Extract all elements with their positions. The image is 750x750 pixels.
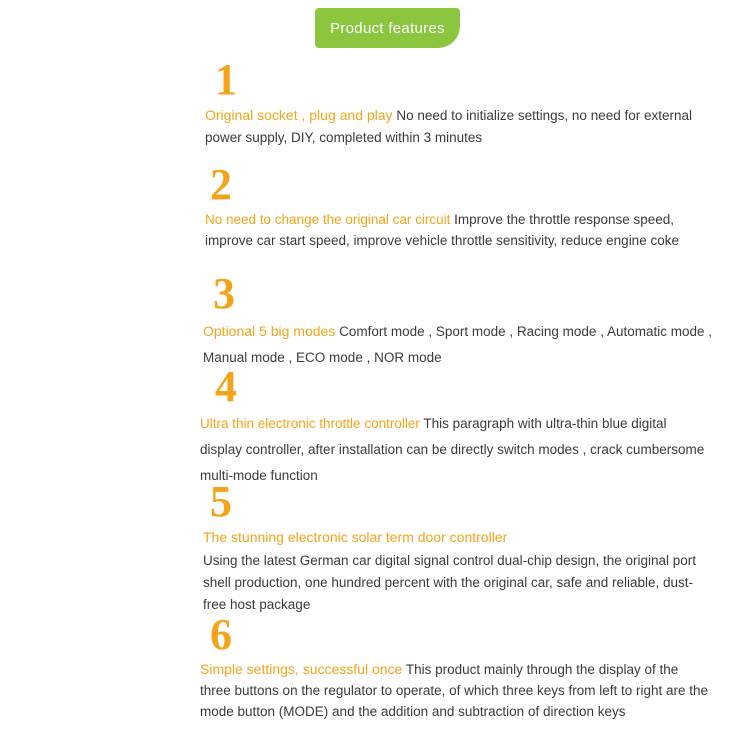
feature-heading-6: Simple settings, successful once [200,661,403,677]
feature-body-2 [205,209,705,251]
feature-body-3 [203,318,713,371]
banner-title: Product features [330,19,445,37]
feature-item-4 [120,362,740,489]
feature-number-6: 6 [210,610,231,659]
feature-number-3: 3 [213,269,234,318]
feature-number-5: 5 [210,477,231,526]
feature-heading-3: Optional 5 big modes [203,323,336,339]
feature-body-4 [200,411,710,489]
feature-number-2: 2 [210,160,231,209]
feature-item-5 [120,477,740,616]
feature-item-1 [120,55,740,149]
feature-text-6: This product mainly through the display of the three buttons on the regulator to operate, of which three keys from left to right are the mode button (MODE) and the addition and subtraction of direction keys [200,662,709,719]
feature-heading-1: Original socket , plug and play [205,107,393,123]
feature-heading-2: No need to change the original car circuit [205,212,451,227]
feature-text-5: Using the latest German car digital signal control dual-chip design, the original port shell production, one hundred percent with the original car, safe and reliable, dust-free host package [203,553,697,612]
feature-text-2: Improve the throttle response speed, improve car start speed, improve vehicle throttle sensitivity, reduce engine coke [205,212,679,248]
feature-item-6 [120,610,740,722]
feature-number-4: 4 [215,362,236,411]
feature-item-3 [120,269,740,371]
feature-body-6 [200,659,710,722]
feature-body-5 [203,526,703,616]
product-features-banner [315,8,460,48]
feature-heading-4: Ultra thin electronic throttle controller [200,416,420,431]
feature-text-3: Comfort mode , Sport mode , Racing mode , Automatic mode , Manual mode , ECO mode , NOR mode [203,324,712,365]
feature-body-1 [205,104,705,149]
feature-text-1: No need to initialize settings, no need for external power supply, DIY, completed within 3 minutes [205,108,693,145]
feature-heading-5: The stunning electronic solar term door controller [203,529,508,545]
feature-item-2 [120,160,740,251]
feature-text-4: This paragraph with ultra-thin blue digital display controller, after installation can be directly switch modes , crack cumbersome multi-mode function [200,416,705,483]
feature-number-1: 1 [215,55,236,104]
